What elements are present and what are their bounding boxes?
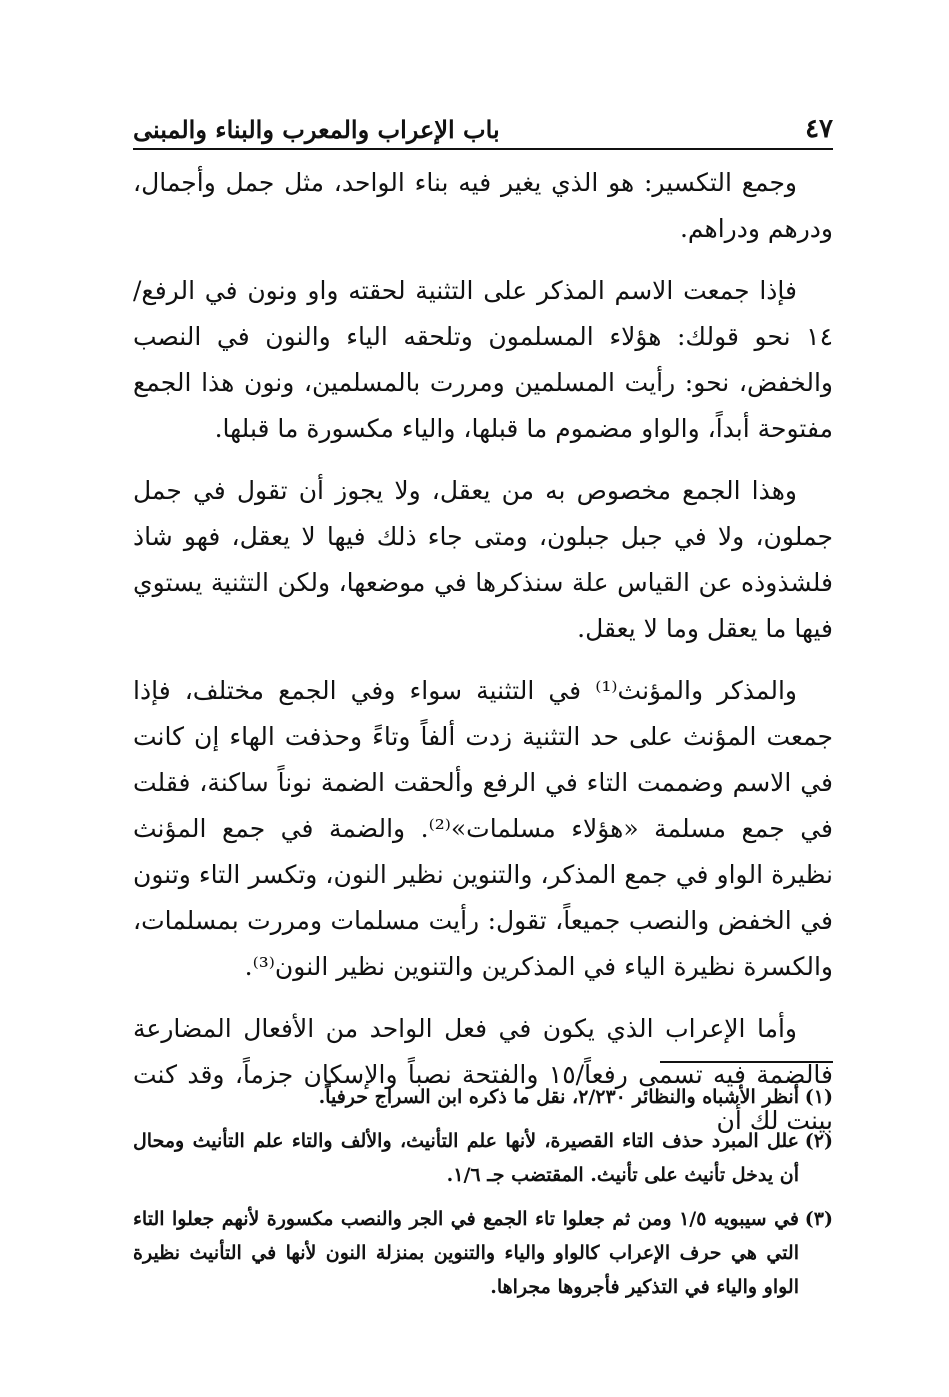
page-header <box>133 108 833 150</box>
paragraph: فإذا جمعت الاسم المذكر على التثنية لحقته واو ونون في الرفع/١٤ نحو قولك: هؤلاء المسلمون وتلحقه الياء والنون في النصب والخفض، نحو: رأيت المسلمين ومررت بالمسلمين، ونون هذا الجمع مفتوحة أبداً، والواو مضموم ما قبلها، والياء مكسورة ما قبلها. <box>133 276 833 443</box>
footnote <box>133 1080 833 1114</box>
footnote-mark: (٣) <box>804 1208 834 1230</box>
main-text <box>133 160 833 1144</box>
footnote-mark: (٢) <box>804 1130 833 1152</box>
page-number: ٤٧ <box>805 114 833 144</box>
footnote-text: أنظر الأشباه والنظائر ٢/٢٣٠، نقل ما ذكره ابن السراج حرفياً. <box>318 1086 799 1108</box>
footnote <box>133 1124 833 1192</box>
footnote-text: في سيبويه ١/٥ ومن ثم جعلوا تاء الجمع في الجر والنصب مكسورة لأنهم جعلوا التاء التي هي حرف الإعراب كالواو والياء والتنوين بمنزلة النون لأنها في التأنيث نظيرة الواو والياء في التذكير فأجروها مجراها. <box>133 1208 800 1298</box>
footnote-text: علل المبرد حذف التاء القصيرة، لأنها علم التأنيث، والألف والتاء علم التأنيث ومحال أن يدخل تأنيث على تأنيث. المقتضب جـ ١/٦. <box>133 1130 799 1186</box>
paragraph: والمذكر والمؤنث⁽¹⁾ في التثنية سواء وفي الجمع مختلف، فإذا جمعت المؤنث على حد التثنية زدت ألفاً وتاءً وحذفت الهاء إن كانت في الاسم وضممت التاء في الرفع وألحقت الضمة نوناً ساكنة، فقلت في جمع مسلمة «هؤلاء مسلمات»⁽²⁾. والضمة في جمع المؤنث نظيرة الواو في جمع المذكر، والتنوين نظير النون، وتكسر التاء وتنون في الخفض والنصب جميعاً، تقول: رأيت مسلمات ومررت بمسلمات، والكسرة نظيرة الياء في المذكرين والتنوين نظير النون⁽³⁾. <box>133 676 833 981</box>
paragraph: وأما الإعراب الذي يكون في فعل الواحد من الأفعال المضارعة فالضمة فيه تسمى رفعاً/١٥ والفتحة نصباً والإسكان جزماً، وقد كنت بينت لك أن <box>133 1014 833 1135</box>
paragraph: وجمع التكسير: هو الذي يغير فيه بناء الواحد، مثل جمل وأجمال، ودرهم ودراهم. <box>133 168 833 243</box>
footnote-separator <box>660 1061 833 1063</box>
paragraph: وهذا الجمع مخصوص به من يعقل، ولا يجوز أن تقول في جمل جملون، ولا في جبل جبلون، ومتى جاء ذلك فيها لا يعقل، فهو شاذ فلشذوذه عن القياس علة سنذكرها في موضعها، ولكن التثنية يستوي فيها ما يعقل وما لا يعقل. <box>133 476 833 643</box>
footnotes <box>133 1080 833 1314</box>
chapter-title: باب الإعراب والمعرب والبناء والمبنى <box>133 115 500 144</box>
footnote <box>133 1202 833 1304</box>
footnote-mark: (١) <box>804 1086 833 1108</box>
